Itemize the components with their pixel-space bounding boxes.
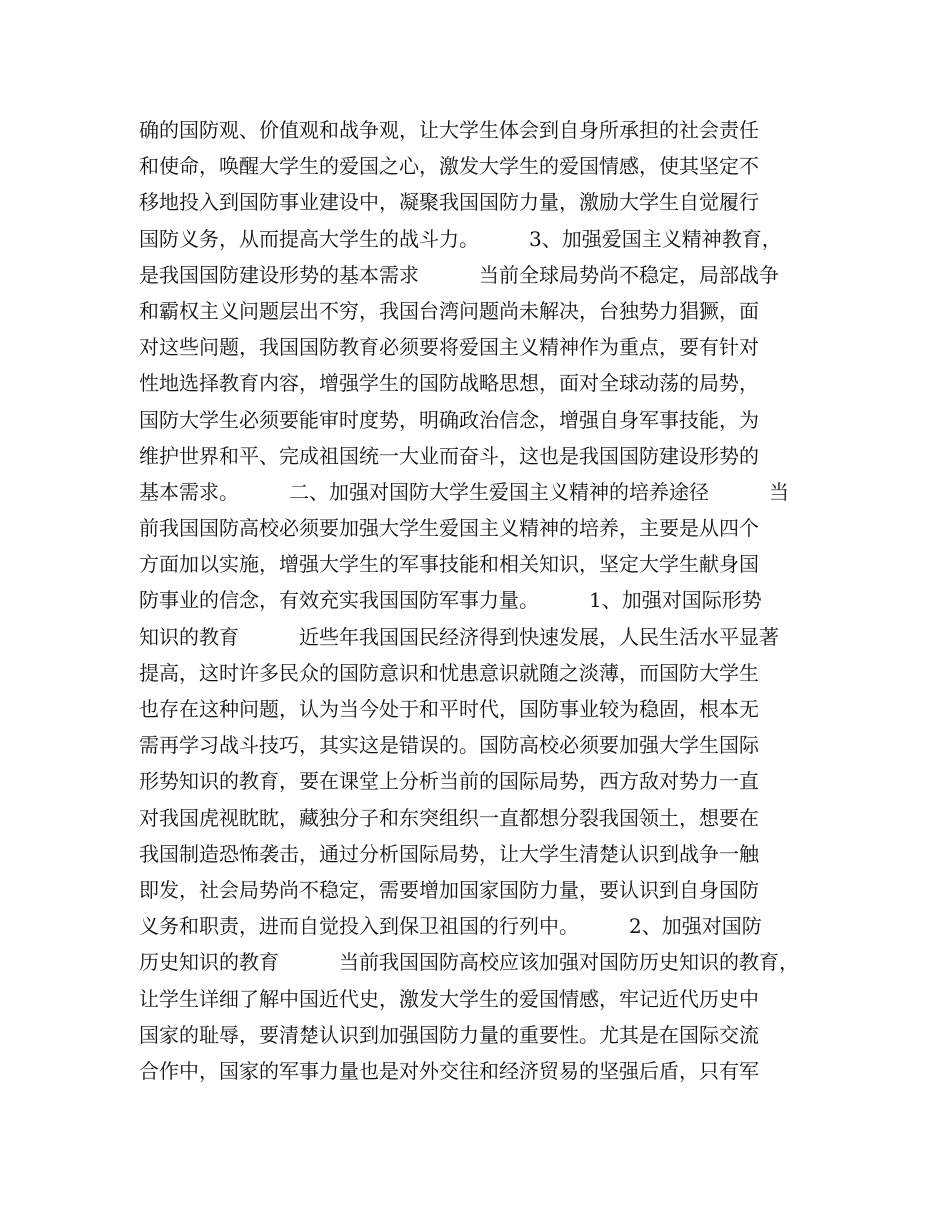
text-line: 维护世界和平、完成祖国统一大业而奋斗，这也是我国国防建设形势的 [139,443,759,468]
text-line: 形势知识的教育，要在课堂上分析当前的国际局势，西方敌对势力一直 [139,769,759,794]
text-line: 国防大学生必须要能审时度势，明确政治信念，增强自身军事技能，为 [139,407,759,432]
text-line: 防事业的信念，有效充实我国国防军事力量。 1、加强对国际形势 [139,588,762,613]
text-line: 知识的教育 近些年我国国民经济得到快速发展，人民生活水平显著 [139,624,779,649]
text-line: 和使命，唤醒大学生的爱国之心，激发大学生的爱国情感，使其坚定不 [139,154,759,179]
text-line: 前我国国防高校必须要加强大学生爱国主义精神的培养，主要是从四个 [139,516,759,541]
text-line: 性地选择教育内容，增强学生的国防战略思想，面对全球动荡的局势， [139,371,759,396]
text-line: 合作中，国家的军事力量也是对外交往和经济贸易的坚强后盾，只有军 [139,1058,759,1083]
text-line: 和霸权主义问题层出不穷，我国台湾问题尚未解决，台独势力猖獗，面 [139,298,759,323]
text-line: 移地投入到国防事业建设中，凝聚我国国防力量，激励大学生自觉履行 [139,190,759,215]
text-line: 基本需求。 二、加强对国防大学生爱国主义精神的培养途径 当 [139,479,789,504]
text-line: 方面加以实施，增强大学生的军事技能和相关知识，坚定大学生献身国 [139,552,759,577]
text-line: 让学生详细了解中国近代史，激发大学生的爱国情感，牢记近代历史中 [139,986,759,1011]
body-text [139,112,829,1089]
text-line: 需再学习战斗技巧，其实这是错误的。国防高校必须要加强大学生国际 [139,733,759,758]
text-line: 对我国虎视眈眈，藏独分子和东突组织一直都想分裂我国领土，想要在 [139,805,759,830]
text-line: 历史知识的教育 当前我国国防高校应该加强对国防历史知识的教育， [139,950,799,975]
text-line: 对这些问题，我国国防教育必须要将爱国主义精神作为重点，要有针对 [139,335,759,360]
text-line: 国家的耻辱，要清楚认识到加强国防力量的重要性。尤其是在国际交流 [139,1022,759,1047]
text-line: 是我国国防建设形势的基本需求 当前全球局势尚不稳定，局部战争 [139,262,779,287]
text-line: 提高，这时许多民众的国防意识和忧患意识就随之淡薄，而国防大学生 [139,660,759,685]
text-line: 国防义务，从而提高大学生的战斗力。 3、加强爱国主义精神教育， [139,226,782,251]
text-line: 即发，社会局势尚不稳定，需要增加国家国防力量，要认识到自身国防 [139,877,759,902]
text-line: 我国制造恐怖袭击，通过分析国际局势，让大学生清楚认识到战争一触 [139,841,759,866]
text-line: 也存在这种问题，认为当今处于和平时代，国防事业较为稳固，根本无 [139,697,759,721]
text-line: 确的国防观、价值观和战争观，让大学生体会到自身所承担的社会责任 [139,118,759,142]
text-line: 义务和职责，进而自觉投入到保卫祖国的行列中。 2、加强对国防 [139,914,762,939]
